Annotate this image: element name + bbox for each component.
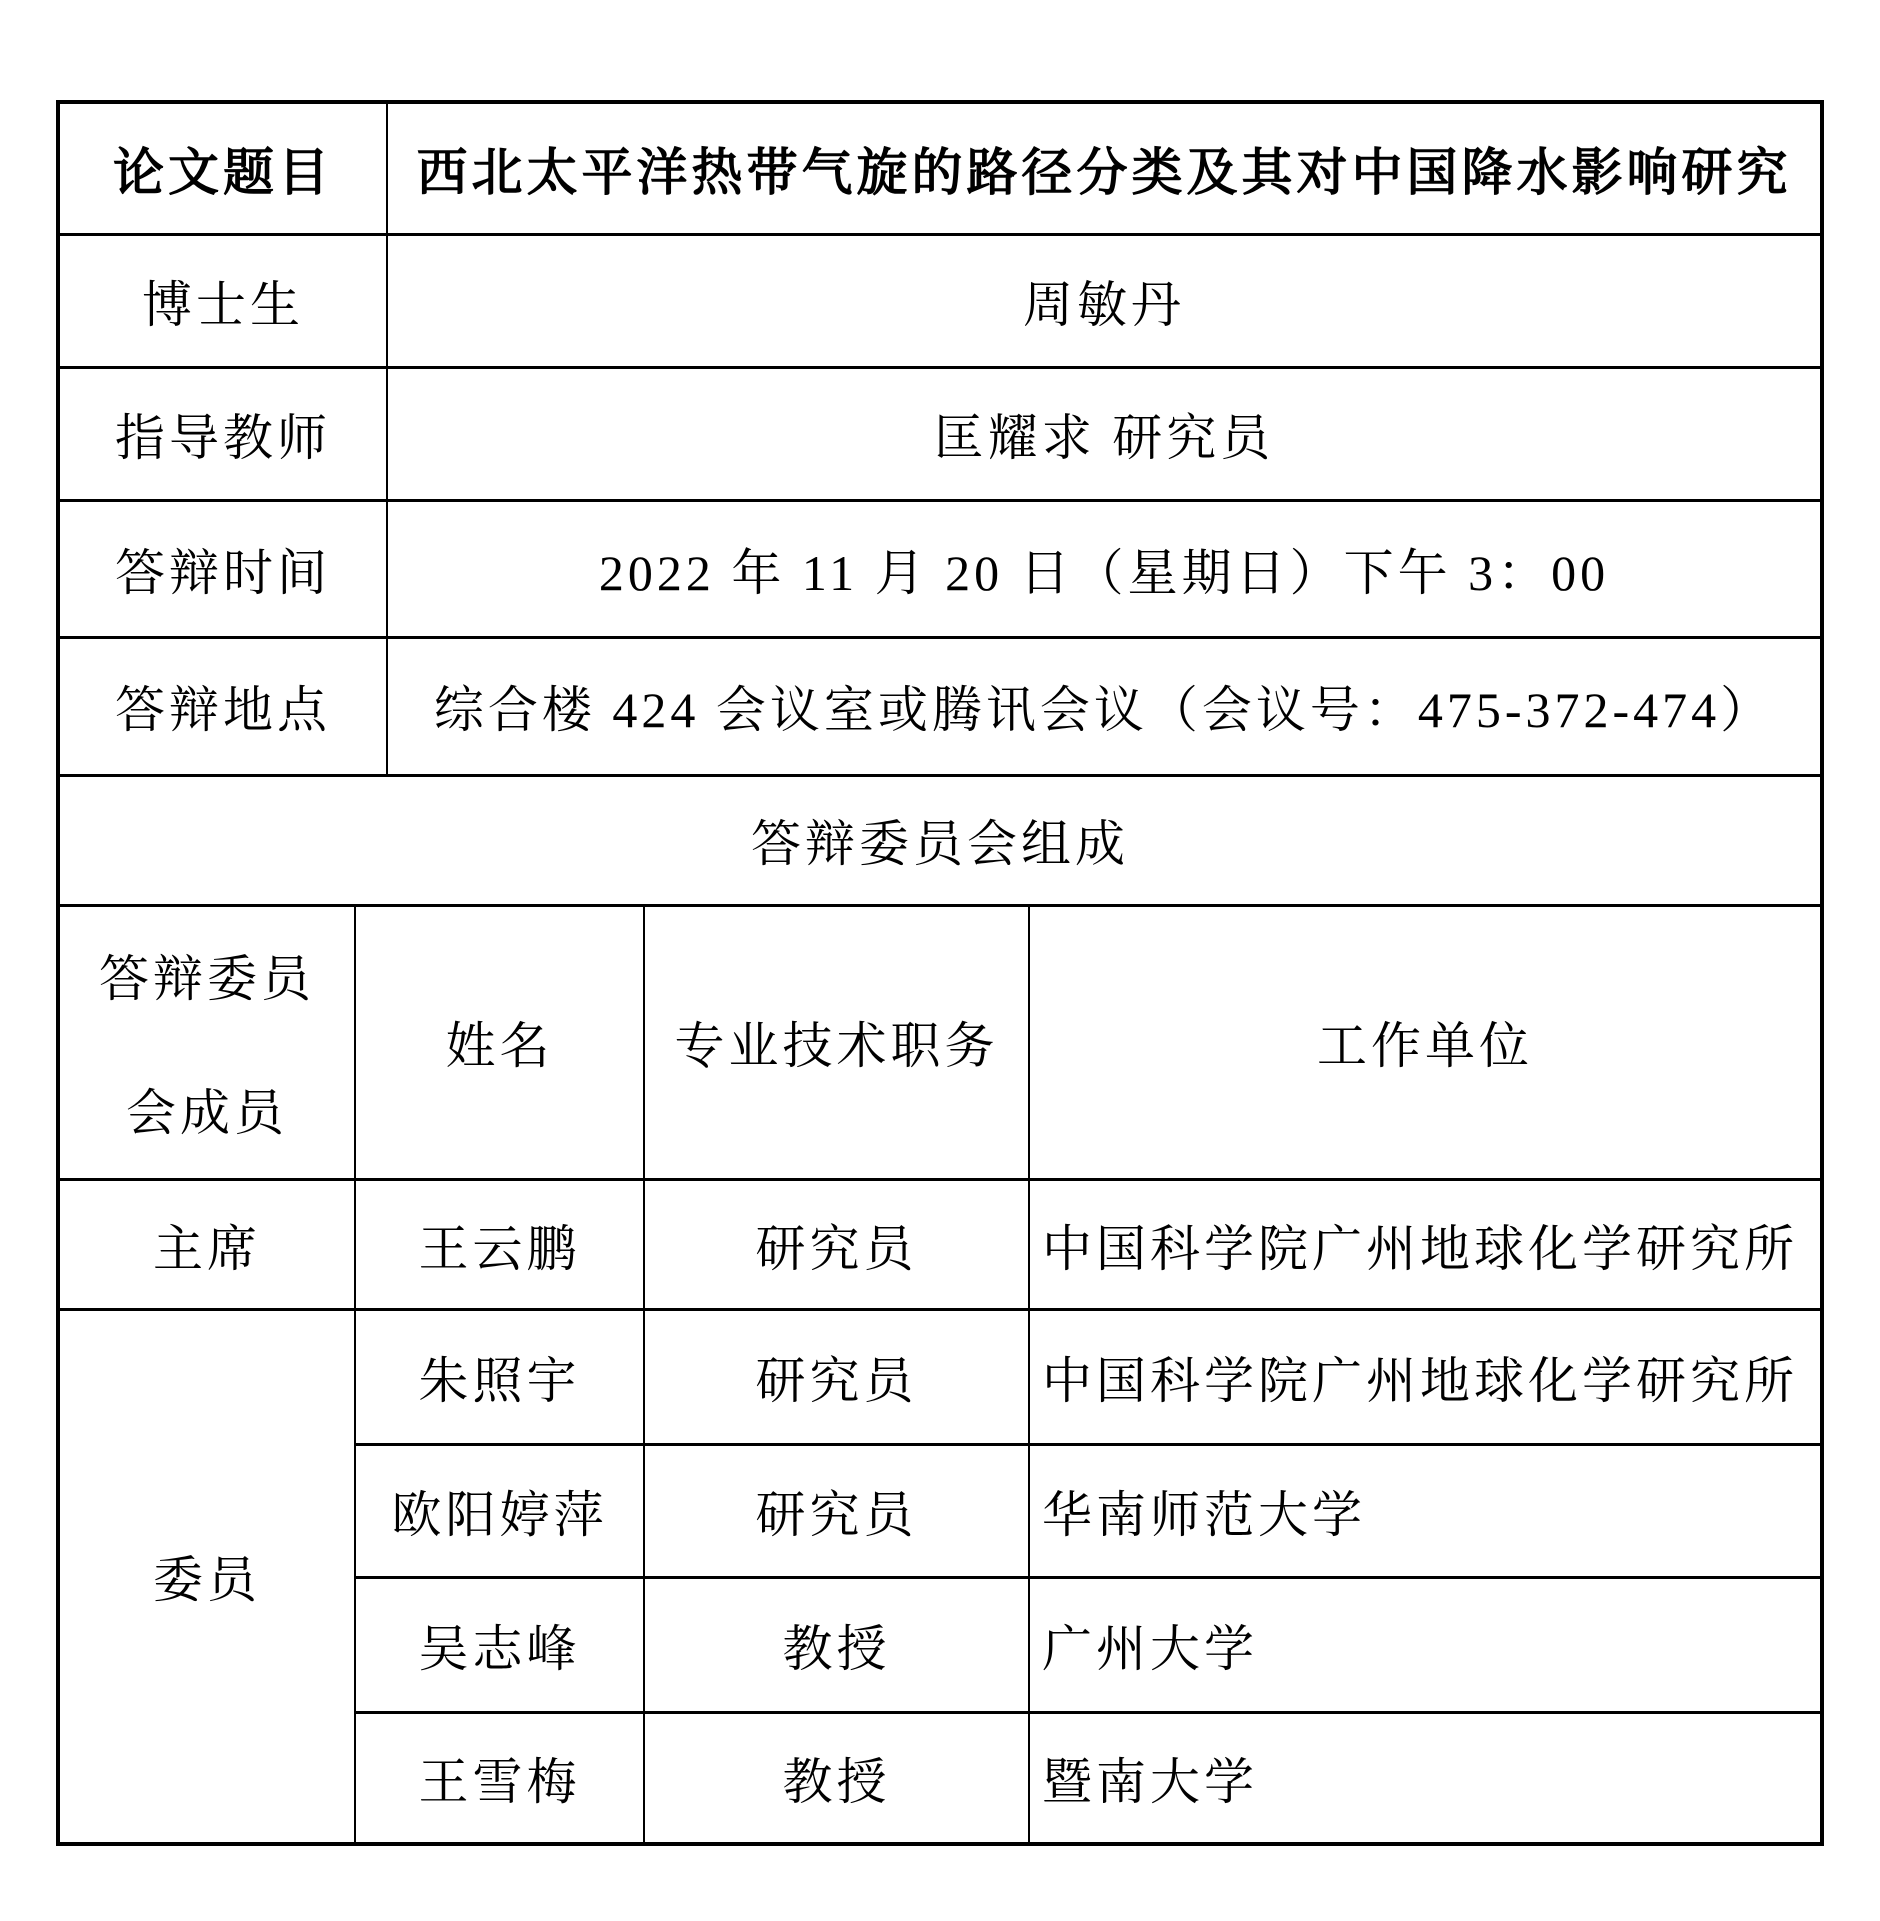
advisor-label: 指导教师 bbox=[58, 367, 387, 500]
defense-location-label: 答辩地点 bbox=[58, 637, 387, 775]
info-table bbox=[56, 100, 1824, 907]
chair-name: 王云鹏 bbox=[355, 1180, 644, 1310]
chair-row bbox=[58, 1180, 1822, 1310]
table-row bbox=[58, 500, 1822, 637]
member-affiliation: 华南师范大学 bbox=[1029, 1445, 1822, 1578]
member-row bbox=[58, 1310, 1822, 1445]
committee-members-header-text bbox=[60, 939, 354, 1145]
table-row bbox=[58, 775, 1822, 905]
committee-section-title: 答辩委员会组成 bbox=[58, 775, 1822, 905]
table-row bbox=[58, 367, 1822, 500]
member-affiliation: 广州大学 bbox=[1029, 1578, 1822, 1713]
defense-location-value: 综合楼 424 会议室或腾讯会议（会议号：475-372-474） bbox=[387, 637, 1822, 775]
defense-time-label: 答辩时间 bbox=[58, 500, 387, 637]
member-name: 王雪梅 bbox=[355, 1713, 644, 1844]
table-row bbox=[58, 102, 1822, 234]
members-role-label: 委员 bbox=[58, 1310, 355, 1844]
member-affiliation: 中国科学院广州地球化学研究所 bbox=[1029, 1310, 1822, 1445]
committee-members-header-line1: 答辩委员 bbox=[99, 951, 315, 1008]
title-column-header: 专业技术职务 bbox=[644, 907, 1029, 1180]
member-name: 欧阳婷萍 bbox=[355, 1445, 644, 1578]
committee-members-header-line2: 会成员 bbox=[126, 1085, 288, 1142]
member-affiliation: 暨南大学 bbox=[1029, 1713, 1822, 1844]
affiliation-column-header: 工作单位 bbox=[1029, 907, 1822, 1180]
table-row bbox=[58, 637, 1822, 775]
member-title: 教授 bbox=[644, 1713, 1029, 1844]
name-column-header: 姓名 bbox=[355, 907, 644, 1180]
member-title: 研究员 bbox=[644, 1310, 1029, 1445]
defense-announcement-table bbox=[56, 100, 1824, 1846]
table-row bbox=[58, 234, 1822, 367]
advisor-value: 匡耀求 研究员 bbox=[387, 367, 1822, 500]
chair-title: 研究员 bbox=[644, 1180, 1029, 1310]
doctoral-student-label: 博士生 bbox=[58, 234, 387, 367]
defense-time-value: 2022 年 11 月 20 日（星期日）下午 3：00 bbox=[387, 500, 1822, 637]
committee-table bbox=[56, 907, 1824, 1846]
doctoral-student-value: 周敏丹 bbox=[387, 234, 1822, 367]
member-title: 研究员 bbox=[644, 1445, 1029, 1578]
member-name: 朱照宇 bbox=[355, 1310, 644, 1445]
member-title: 教授 bbox=[644, 1578, 1029, 1713]
thesis-title-label: 论文题目 bbox=[58, 102, 387, 234]
chair-affiliation: 中国科学院广州地球化学研究所 bbox=[1029, 1180, 1822, 1310]
member-name: 吴志峰 bbox=[355, 1578, 644, 1713]
committee-header-row bbox=[58, 907, 1822, 1180]
chair-role-label: 主席 bbox=[58, 1180, 355, 1310]
committee-members-header bbox=[58, 907, 355, 1180]
thesis-title-value: 西北太平洋热带气旋的路径分类及其对中国降水影响研究 bbox=[387, 102, 1822, 234]
